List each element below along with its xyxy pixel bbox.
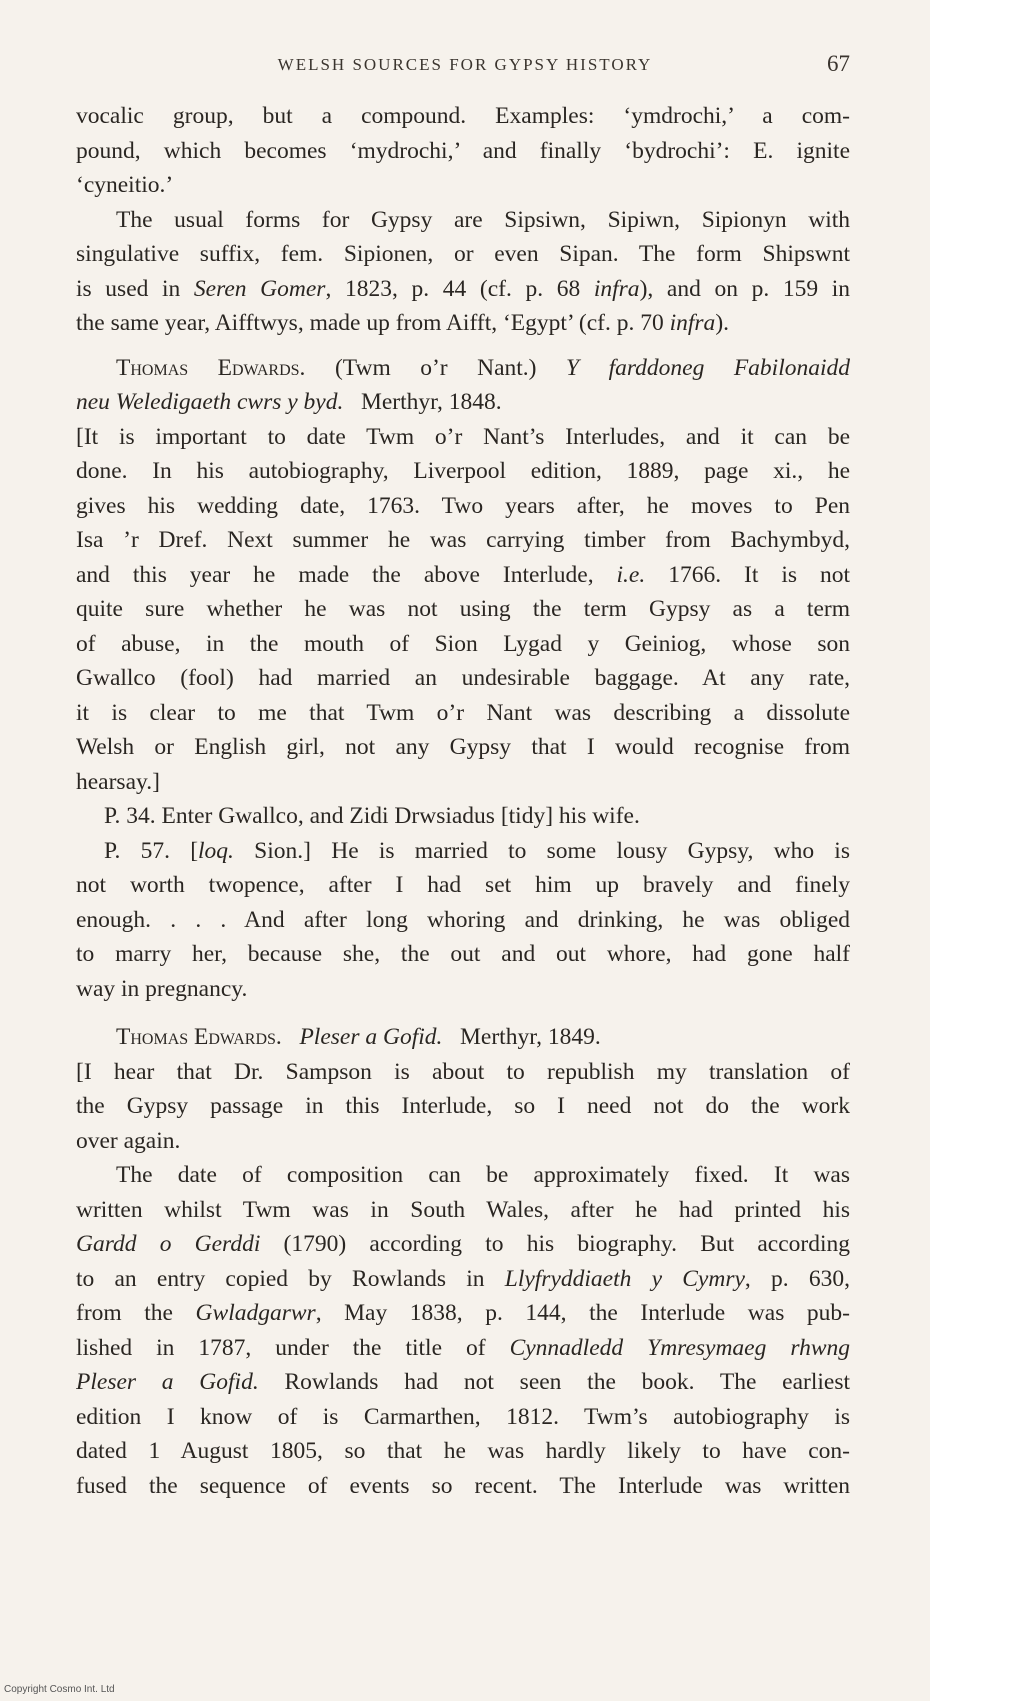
text-line: fused the sequence of events so recent. The Interlude was written (76, 1472, 850, 1499)
text-line: Pleser a Gofid. Rowlands had not seen the book. The earliest (76, 1369, 850, 1395)
text-line: dated 1 August 1805, so that he was hardly likely to have con- (76, 1438, 850, 1464)
copyright-notice: Copyright Cosmo Int. Ltd (4, 1684, 115, 1695)
text-line: edition I know of is Carmarthen, 1812. Twm’s autobiography is (76, 1403, 850, 1430)
entry-author: Thomas Edwards. (116, 1024, 282, 1050)
text-line: lished in 1787, under the title of Cynnadledd Ymresymaeg rhwng (76, 1334, 850, 1361)
entry-title: Y farddoneg Fabilonaidd (566, 354, 850, 381)
text-line: The date of composition can be approximately fixed. It was (116, 1162, 850, 1188)
entry-title: neu Weledigaeth cwrs y byd. (76, 389, 344, 415)
text-line: the same year, Aifftwys, made up from Aifft, ‘Egypt’ (cf. p. 70 infra). (76, 310, 730, 336)
text-line: quite sure whether he was not using the term Gypsy as a term (76, 596, 850, 622)
text-line: not worth twopence, after I had set him up bravely and finely (76, 872, 850, 898)
text-line: gives his wedding date, 1763. Two years after, he moves to Pen (76, 492, 850, 519)
text-line: Gardd o Gerddi (1790) according to his biography. But according (76, 1231, 850, 1257)
body-text (76, 99, 850, 1503)
text-line: to marry her, because she, the out and out whore, had gone half (76, 941, 850, 967)
running-title: WELSH SOURCES FOR GYPSY HISTORY (277, 55, 653, 74)
text-line: Isa ’r Dref. Next summer he was carrying timber from Bachymbyd, (76, 527, 850, 553)
text-line: P. 57. [loq. Sion.] He is married to some lousy Gypsy, who is (104, 837, 850, 864)
text-line: pound, which becomes ‘mydrochi,’ and finally ‘bydrochi’: E. ignite (76, 137, 850, 164)
text-line: enough. . . . And after long whoring and drinking, he was obliged (76, 906, 850, 933)
text-line: the Gypsy passage in this Interlude, so I need not do the work (76, 1093, 850, 1119)
text-line: ‘cyneitio.’ (76, 172, 174, 198)
text-line: of abuse, in the mouth of Sion Lygad y Geiniog, whose son (76, 630, 850, 657)
entry-author: Thomas Edwards. (116, 354, 306, 381)
text-line: The usual forms for Gypsy are Sipsiwn, Sipiwn, Sipionyn with (116, 206, 850, 233)
text-line: it is clear to me that Twm o’r Nant was describing a dissolute (76, 699, 850, 726)
text-line: written whilst Twm was in South Wales, after he had printed his (76, 1196, 850, 1223)
text-line: way in pregnancy. (76, 975, 248, 1002)
entry-heading: Thomas Edwards. Pleser a Gofid. Merthyr, 1849. (116, 1024, 601, 1050)
text-line: Gwallco (fool) had married an undesirable baggage. At any rate, (76, 665, 850, 691)
entry-heading: neu Weledigaeth cwrs y byd. Merthyr, 1848. (76, 389, 502, 415)
text-line: [I hear that Dr. Sampson is about to republish my translation of (76, 1058, 850, 1085)
text-line: vocalic group, but a compound. Examples: ‘ymdrochi,’ a com- (76, 103, 850, 129)
text-line: hearsay.] (76, 768, 160, 795)
page-number: 67 (827, 51, 850, 76)
entry-heading: Thomas Edwards. (Twm o’r Nant.) Y farddoneg Fabilonaidd (116, 354, 850, 381)
text-line: Welsh or English girl, not any Gypsy that I would recognise from (76, 734, 850, 760)
text-line: singulative suffix, fem. Sipionen, or even Sipan. The form Shipswnt (76, 241, 850, 267)
text-line: is used in Seren Gomer, 1823, p. 44 (cf. p. 68 infra), and on p. 159 in (76, 275, 850, 302)
entry-title: Pleser a Gofid. (299, 1024, 443, 1050)
text-line: and this year he made the above Interlude, i.e. 1766. It is not (76, 561, 850, 588)
page-header (80, 51, 850, 81)
text-line: over again. (76, 1127, 181, 1154)
text-line: from the Gwladgarwr, May 1838, p. 144, the Interlude was pub- (76, 1300, 850, 1326)
text-line: [It is important to date Twm o’r Nant’s Interludes, and it can be (76, 423, 850, 450)
text-line: done. In his autobiography, Liverpool edition, 1889, page xi., he (76, 458, 850, 484)
text-line: P. 34. Enter Gwallco, and Zidi Drwsiadus [tidy] his wife. (104, 803, 640, 829)
text-line: to an entry copied by Rowlands in Llyfryddiaeth y Cymry, p. 630, (76, 1265, 850, 1292)
